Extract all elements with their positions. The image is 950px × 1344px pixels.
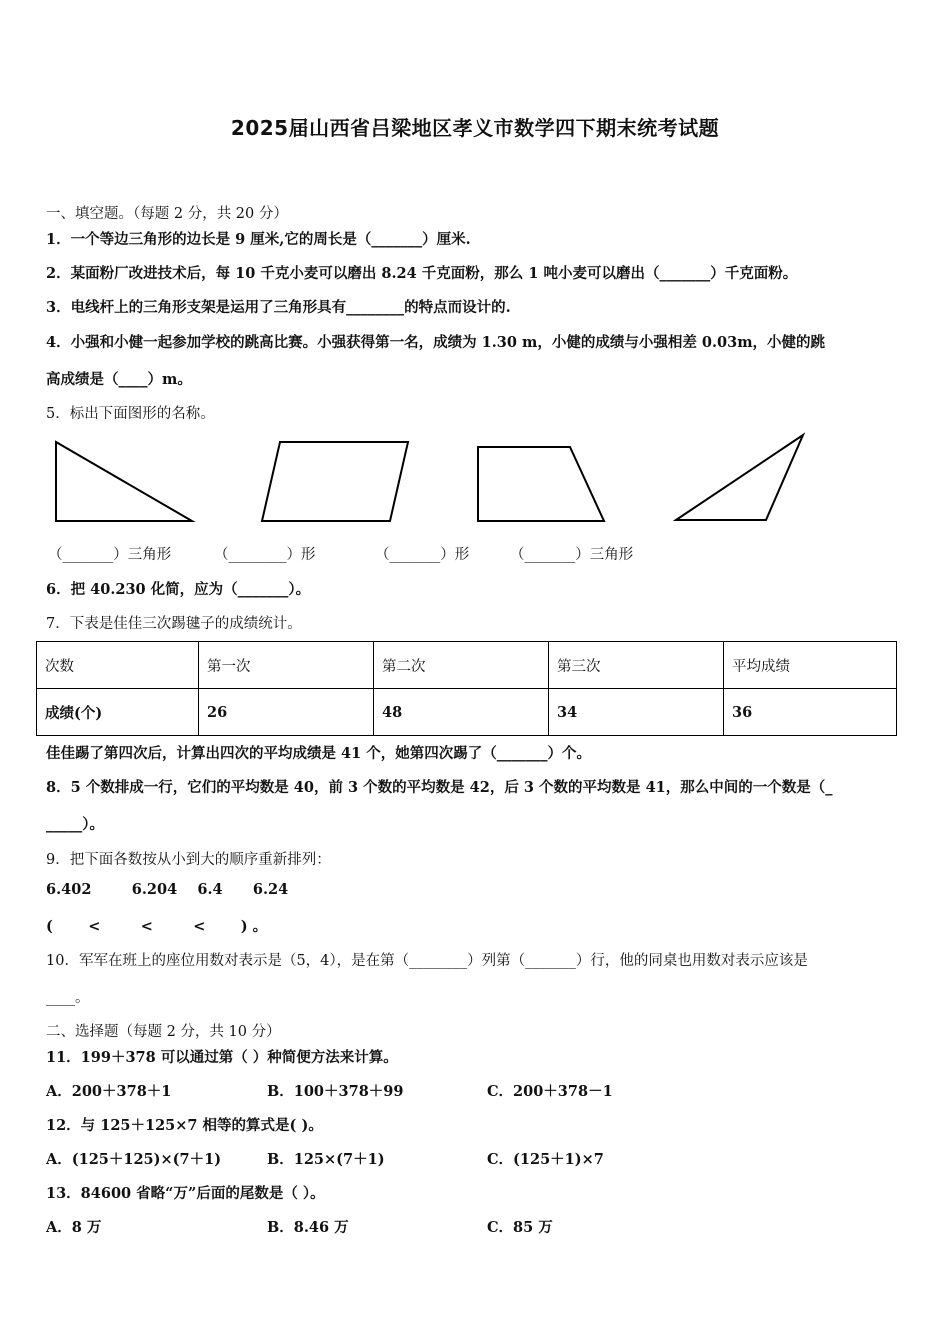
question-11-option-a: A．200＋378＋1 — [46, 1083, 172, 1100]
question-6: 6．把 40.230 化简，应为（_______）。 — [46, 581, 311, 598]
question-9: 9．把下面各数按从小到大的顺序重新排列： — [46, 852, 331, 868]
question-13-option-a: A．8 万 — [46, 1219, 102, 1236]
table-cell: 48 — [374, 689, 549, 736]
score-table — [36, 641, 897, 736]
question-13-option-c: C．85 万 — [487, 1219, 553, 1236]
table-header-cell: 第三次 — [549, 642, 724, 689]
question-4-line-1: 4．小强和小健一起参加学校的跳高比赛。小强获得第一名，成绩为 1.30 m，小健的成绩与小强相差 0.03m，小健的跳 — [46, 334, 826, 351]
question-9-numbers: 6.402 6.204 6.4 6.24 — [46, 881, 289, 898]
table-header-cell: 次数 — [37, 642, 199, 689]
question-9-blank: ( < < < ) 。 — [46, 918, 268, 935]
table-header-cell: 平均成绩 — [724, 642, 897, 689]
question-12-option-b: B．125×(7＋1) — [267, 1151, 385, 1168]
question-2: 2．某面粉厂改进技术后，每 10 千克小麦可以磨出 8.24 千克面粉，那么 1 吨小麦可以磨出（_______）千克面粉。 — [46, 265, 798, 282]
table-row — [37, 689, 897, 736]
question-8-line-2: _____）。 — [46, 816, 104, 833]
shape-label-2: （________）形 — [214, 547, 316, 563]
table-cell: 36 — [724, 689, 897, 736]
question-5: 5．标出下面图形的名称。 — [46, 406, 215, 422]
question-4-line-2: 高成绩是（____）m。 — [46, 371, 192, 388]
geometry-figures — [46, 425, 826, 530]
shape-label-4: （_______）三角形 — [510, 547, 634, 563]
question-3: 3．电线杆上的三角形支架是运用了三角形具有________的特点而设计的. — [46, 299, 511, 316]
question-11: 11．199＋378 可以通过第（ ）种简便方法来计算。 — [46, 1049, 398, 1066]
question-13-option-b: B．8.46 万 — [267, 1219, 349, 1236]
shape-label-3: （_______）形 — [375, 547, 470, 563]
question-13: 13．84600 省略“万”后面的尾数是（ ）。 — [46, 1185, 325, 1202]
table-cell: 34 — [549, 689, 724, 736]
question-10-line-1: 10．军军在班上的座位用数对表示是（5，4），是在第（________）列第（_______）行，他的同桌也用数对表示应该是 — [46, 953, 808, 969]
question-11-option-b: B．100＋378＋99 — [267, 1083, 404, 1100]
question-12-option-a: A．(125＋125)×(7＋1) — [46, 1151, 222, 1168]
right-triangle-figure — [56, 442, 192, 521]
table-header-cell: 第一次 — [199, 642, 374, 689]
section-2-heading: 二、选择题（每题 2 分，共 10 分） — [46, 1024, 281, 1040]
parallelogram-figure — [262, 442, 408, 521]
question-1: 1．一个等边三角形的边长是 9 厘米,它的周长是（_______）厘米. — [46, 231, 471, 248]
obtuse-triangle-figure — [676, 435, 803, 520]
table-header-cell: 第二次 — [374, 642, 549, 689]
table-cell: 26 — [199, 689, 374, 736]
question-8-line-1: 8．5 个数排成一行，它们的平均数是 40，前 3 个数的平均数是 42，后 3 个数的平均数是 41，那么中间的一个数是（_ — [46, 779, 833, 796]
question-12: 12．与 125＋125×7 相等的算式是( )。 — [46, 1117, 323, 1134]
trapezoid-figure — [478, 447, 604, 521]
page-title: 2025届山西省吕梁地区孝义市数学四下期末统考试题 — [230, 116, 720, 140]
question-7: 7．下表是佳佳三次踢毽子的成绩统计。 — [46, 616, 302, 632]
question-11-option-c: C．200＋378－1 — [487, 1083, 613, 1100]
question-12-option-c: C．(125＋1)×7 — [487, 1151, 604, 1168]
table-cell: 成绩(个) — [37, 689, 199, 736]
shape-label-1: （_______）三角形 — [48, 547, 172, 563]
table-header-row — [37, 642, 897, 689]
section-1-heading: 一、填空题。（每题 2 分，共 20 分） — [46, 206, 288, 222]
question-7-followup: 佳佳踢了第四次后，计算出四次的平均成绩是 41 个，她第四次踢了（_______）个。 — [46, 745, 592, 762]
question-10-line-2: ____。 — [46, 990, 90, 1006]
